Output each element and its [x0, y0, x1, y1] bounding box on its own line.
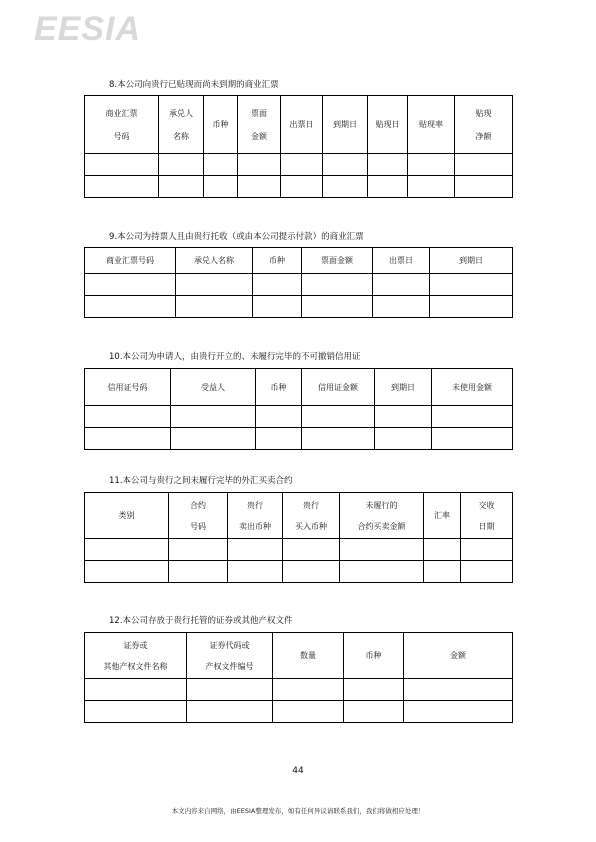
section-10-title: 10.本公司为申请人，由贵行开立的、未履行完毕的不可撤销信用证	[109, 352, 361, 362]
table-letters-of-credit	[84, 368, 513, 450]
section-11-title: 11.本公司与贵行之间未履行完毕的外汇买卖合约	[109, 476, 293, 486]
table-row	[85, 406, 513, 428]
header-cell: 到期日	[375, 369, 432, 406]
table-row	[85, 296, 513, 318]
header-cell: 贵行 买入币种	[283, 493, 340, 539]
header-cell: 交收 日期	[461, 493, 513, 539]
header-cell: 信用证金额	[302, 369, 375, 406]
table-row	[85, 539, 513, 561]
page-number: 44	[292, 766, 304, 776]
header-cell: 币种	[204, 96, 238, 154]
header-cell: 贴现率	[408, 96, 455, 154]
table-discounted-bills	[84, 95, 513, 198]
header-cell: 商业汇票 号码	[85, 96, 159, 154]
header-row	[85, 493, 513, 539]
header-cell: 到期日	[323, 96, 368, 154]
header-cell: 类别	[85, 493, 169, 539]
header-cell: 出票日	[281, 96, 323, 154]
table-row	[85, 701, 513, 723]
header-row	[85, 248, 513, 274]
header-cell: 商业汇票号码	[85, 248, 176, 274]
table-row	[85, 154, 513, 176]
header-cell: 未履行的 合约买卖金额	[340, 493, 424, 539]
header-cell: 贴现 净额	[455, 96, 513, 154]
header-cell: 金额	[404, 633, 513, 679]
table-row	[85, 679, 513, 701]
header-cell: 票面 金额	[238, 96, 281, 154]
header-cell: 承兑人 名称	[159, 96, 204, 154]
table-securities-custody	[84, 632, 513, 723]
header-cell: 信用证号码	[85, 369, 171, 406]
header-cell: 到期日	[430, 248, 513, 274]
section-12-title: 12.本公司存放于贵行托管的证券或其他产权文件	[109, 616, 293, 626]
header-cell: 币种	[256, 369, 302, 406]
header-cell: 证券代码或 产权文件编号	[187, 633, 273, 679]
header-cell: 汇率	[424, 493, 461, 539]
section-8-title: 8.本公司向贵行已贴现而尚未到期的商业汇票	[109, 80, 279, 90]
header-cell: 出票日	[373, 248, 430, 274]
table-row	[85, 561, 513, 583]
header-row	[85, 633, 513, 679]
header-cell: 币种	[344, 633, 404, 679]
table-row	[85, 274, 513, 296]
header-cell: 证券或 其他产权文件名称	[85, 633, 187, 679]
table-row	[85, 176, 513, 198]
table-fx-contracts	[84, 492, 513, 583]
eesia-logo: EESIA	[34, 10, 142, 48]
table-row	[85, 428, 513, 450]
header-cell: 受益人	[171, 369, 256, 406]
header-cell: 贵行 卖出币种	[228, 493, 283, 539]
footer-disclaimer: 本文内容来自网络，由EESIA整理发布，如有任何异议请联系我们，我们将做相应处理！	[171, 807, 425, 815]
header-cell: 票面金额	[302, 248, 373, 274]
header-cell: 未使用金额	[432, 369, 513, 406]
header-cell: 币种	[253, 248, 302, 274]
header-row	[85, 369, 513, 406]
header-cell: 合约 号码	[169, 493, 228, 539]
table-collection-bills	[84, 247, 513, 318]
header-cell: 数量	[273, 633, 344, 679]
section-9-title: 9.本公司为持票人且由贵行托收（或由本公司提示付款）的商业汇票	[109, 232, 364, 242]
header-row	[85, 96, 513, 154]
header-cell: 承兑人名称	[176, 248, 253, 274]
header-cell: 贴现日	[368, 96, 408, 154]
